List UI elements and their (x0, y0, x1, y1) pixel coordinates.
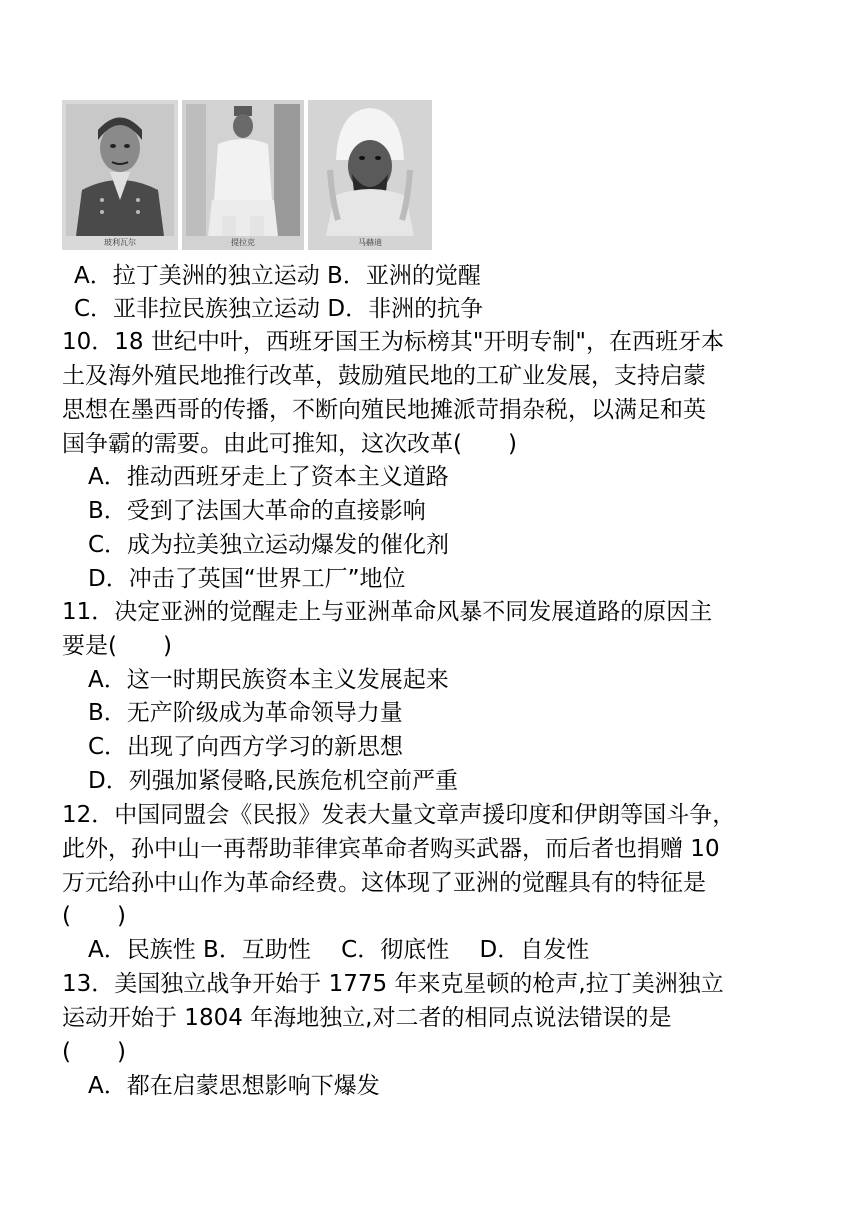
q12-options-line: A．民族性 B．互助性 C．彻底性 D．自发性 (88, 937, 590, 963)
q13-option-a: A．都在启蒙思想影响下爆发 (88, 1073, 380, 1099)
q10-stem-line: 思想在墨西哥的传播，不断向殖民地摊派苛捐杂税，以满足和英 (62, 397, 706, 423)
portrait-tilak (182, 100, 304, 250)
portrait-bolivar (62, 100, 178, 250)
q10-option-a: A．推动西班牙走上了资本主义道路 (88, 464, 449, 490)
q11-option-a: A．这一时期民族资本主义发展起来 (88, 667, 449, 693)
q10-option-c: C．成为拉美独立运动爆发的催化剂 (88, 532, 450, 558)
q10-stem-line: 国争霸的需要。由此可推知，这次改革( ) (62, 431, 517, 457)
q12-stem-line: ( ) (62, 903, 126, 929)
q12-stem-line: 此外，孙中山一再帮助菲律宾革命者购买武器，而后者也捐赠 10 (62, 836, 720, 862)
caption-mahdi: 马赫迪 (358, 238, 382, 247)
q9-options-line-1: A．拉丁美洲的独立运动 B．亚洲的觉醒 (74, 263, 481, 289)
q9-options-line-2: C．亚非拉民族独立运动 D．非洲的抗争 (74, 296, 484, 322)
portrait-mahdi (308, 100, 432, 250)
q10-option-d: D．冲击了英国“世界工厂”地位 (88, 566, 406, 592)
q11-option-b: B．无产阶级成为革命领导力量 (88, 700, 403, 726)
q11-option-d: D．列强加紧侵略,民族危机空前严重 (88, 768, 459, 794)
q12-stem-line: 12．中国同盟会《民报》发表大量文章声援印度和伊朗等国斗争， (62, 802, 736, 828)
q10-stem-line: 土及海外殖民地推行改革，鼓励殖民地的工矿业发展，支持启蒙 (62, 363, 706, 389)
q13-stem-line: 13．美国独立战争开始于 1775 年来克星顿的枪声,拉丁美洲独立 (62, 971, 724, 997)
q11-option-c: C．出现了向西方学习的新思想 (88, 734, 404, 760)
caption-tilak: 提拉克 (231, 238, 255, 247)
caption-bolivar: 玻利瓦尔 (104, 238, 136, 247)
q13-stem-line: ( ) (62, 1039, 126, 1065)
q10-stem-line: 10．18 世纪中叶，西班牙国王为标榜其"开明专制"，在西班牙本 (62, 329, 725, 355)
q11-stem-line: 要是( ) (62, 633, 172, 659)
q11-stem-line: 11．决定亚洲的觉醒走上与亚洲革命风暴不同发展道路的原因主 (62, 599, 713, 625)
q10-option-b: B．受到了法国大革命的直接影响 (88, 498, 426, 524)
q12-stem-line: 万元给孙中山作为革命经费。这体现了亚洲的觉醒具有的特征是 (62, 870, 706, 896)
q13-stem-line: 运动开始于 1804 年海地独立,对二者的相同点说法错误的是 (62, 1005, 672, 1031)
portraits-figure (62, 100, 432, 250)
